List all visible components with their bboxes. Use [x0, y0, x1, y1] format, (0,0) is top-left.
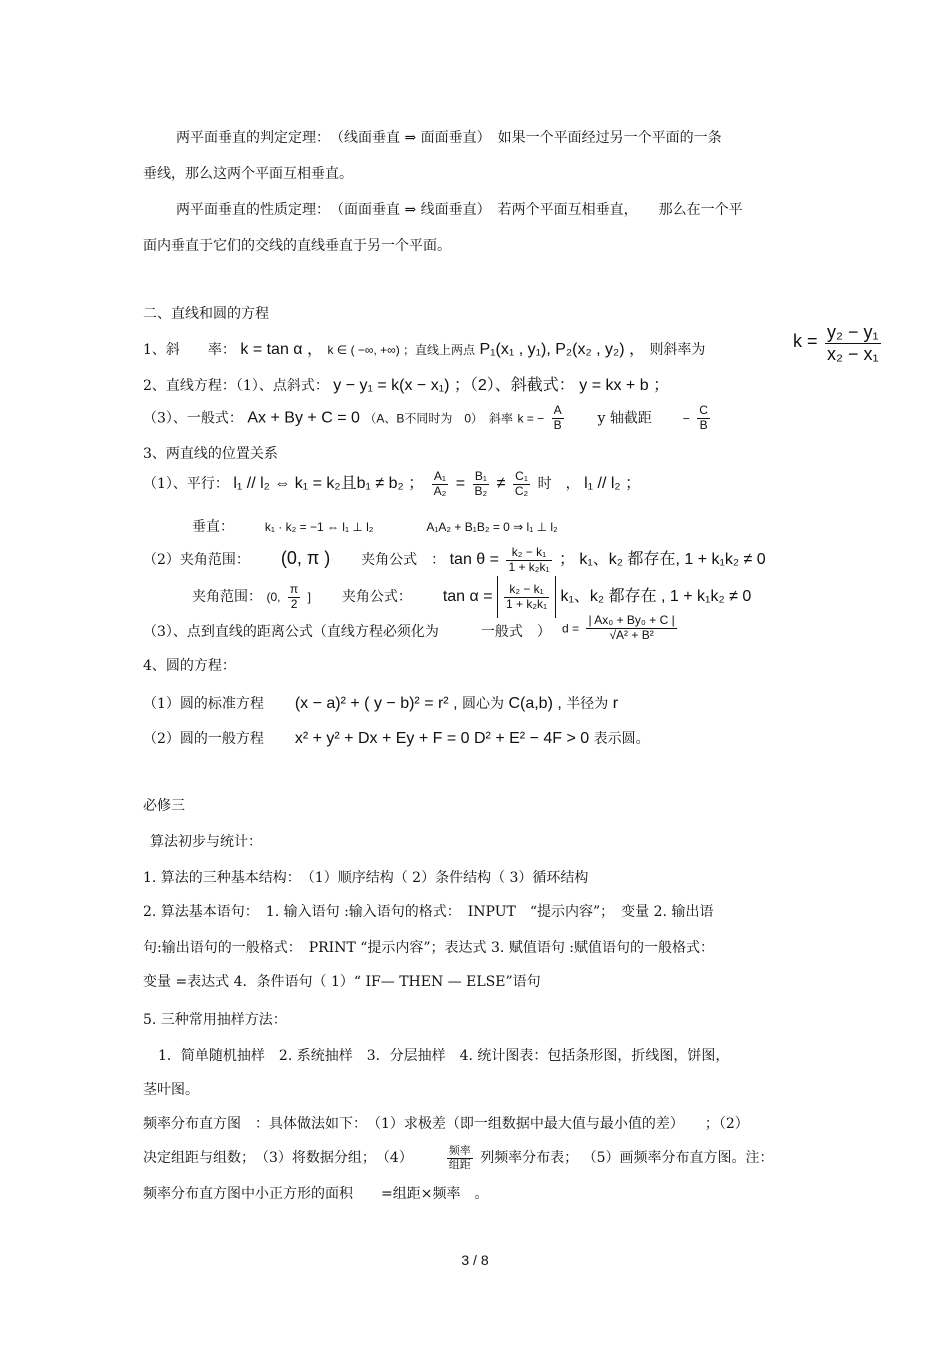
angle-num-2: k₂ − k₁	[504, 583, 549, 598]
par-f2-den: B₂	[474, 483, 488, 498]
parallel-fraction-c	[513, 470, 530, 499]
distance-fraction	[586, 614, 676, 643]
parallel-fraction-a	[432, 470, 449, 499]
angle-den-1: 1 + k₂k₁	[508, 559, 550, 574]
angle-formula-label-1: 夹角公式 ：	[361, 552, 446, 568]
angle-range-1: (0, π )	[280, 548, 331, 568]
distance-label: （3）、点到直线的距离公式（直线方程必须化为 一般式 ）	[143, 624, 551, 640]
perpendicular-cond-slope: k₁ · k₂ = −1 ⇔ l₁ ⊥ l₂	[264, 520, 374, 534]
y-intercept-label: y 轴截距	[597, 410, 652, 427]
slope-numerator: y₂ − y₁	[826, 322, 879, 342]
angle-formula-label-2: 夹角公式：	[341, 589, 412, 605]
distance-den: √A² + B²	[609, 627, 654, 642]
distance-d: d =	[562, 621, 580, 636]
general-slope-num: A	[553, 403, 562, 417]
angle-range-label-1: （2）夹角范围：	[143, 552, 250, 568]
theorem-perpendicular-planes-property-cont: 面内垂直于它们的交线的直线垂直于另一个平面。	[143, 238, 451, 254]
par-f1-num: A₁	[432, 470, 449, 485]
angle-range-2-close: ]	[307, 590, 311, 604]
algorithm-title: 算法初步与统计：	[150, 834, 262, 850]
general-equation: Ax + By + C = 0	[247, 409, 360, 427]
angle-abs-2	[497, 576, 556, 618]
freq-steps-part1: 决定组距与组数； （3）将数据分组； （4）	[143, 1150, 413, 1166]
general-form-row	[143, 404, 713, 433]
perpendicular-cond-coef: A₁A₂ + B₁B₂ = 0 ⇒ l₁ ⊥ l₂	[426, 520, 558, 534]
y-intercept-neg: −	[682, 411, 690, 426]
parallel-equals: =	[455, 475, 466, 492]
frequency-histogram-steps-2	[143, 1140, 774, 1176]
circle-center-label: 圆心为	[461, 696, 504, 712]
par-f3-num: C₁	[513, 470, 530, 485]
parallel-result: l₁ // l₂ ；	[584, 475, 642, 492]
algorithm-statements-3: 变量 =表达式 4．条件语句（ 1）“ IF— THEN — ELSE”语句	[143, 974, 541, 990]
angle-fraction-1	[506, 546, 551, 575]
angle-row-1	[143, 538, 766, 580]
section-title-line-circle: 二、直线和圆的方程	[143, 306, 269, 322]
circle-radius: r	[612, 695, 619, 712]
slope-fraction-block	[793, 322, 884, 364]
angle-tan-2: tan α =	[442, 588, 493, 605]
circle-general-eq: x² + y² + Dx + Ey + F = 0 D² + E² − 4F > 0	[294, 730, 590, 747]
slope-denominator: x₂ − x₁	[826, 343, 879, 364]
par-f1-den: A₂	[433, 483, 447, 498]
circle-standard-row	[143, 692, 618, 716]
theorem-perpendicular-planes-criterion-cont: 垂线，那么这两个平面互相垂直。	[143, 166, 353, 182]
angle-range-2-fraction	[288, 583, 300, 612]
sampling-end: 茎叶图。	[143, 1082, 199, 1098]
general-label: （3）、一般式：	[143, 410, 243, 427]
slope-k: k =	[793, 331, 818, 352]
circle-radius-label: 半径为	[566, 696, 609, 712]
general-slope: k = −	[517, 411, 545, 426]
relation-title: 3、两直线的位置关系	[143, 446, 278, 462]
slope-intercept-form: y = kx + b ；	[579, 377, 670, 394]
distance-num: | Ax₀ + By₀ + C |	[588, 613, 675, 627]
parallel-fraction-b	[473, 470, 490, 499]
circle-general-end: 表示圆。	[593, 731, 650, 747]
angle-nonzero-2: 1 + k₁k₂ ≠ 0	[669, 588, 752, 605]
slope-range: k ∈ ( −∞, +∞) ；直线上两点	[327, 343, 476, 357]
theorem-perpendicular-planes-property: 两平面垂直的性质定理： （面面垂直 ⇒ 线面垂直） 若两个平面互相垂直， 那么在一个平	[176, 202, 743, 218]
general-condition: （A、B不同时为 0） 斜率	[364, 411, 514, 426]
freq-steps-mid: 列频率分布表；	[480, 1150, 579, 1166]
par-f3-den: C₂	[514, 483, 529, 498]
circle-general-label: （2）圆的一般方程	[143, 731, 264, 747]
angle-condition-1: ； k₁、k₂ 都存在,	[558, 551, 680, 568]
angle-fraction-2	[504, 583, 549, 612]
par-f2-num: B₁	[473, 470, 490, 485]
angle-range-2-den: 2	[290, 596, 298, 611]
circle-standard-label: （1）圆的标准方程	[143, 696, 264, 712]
angle-range-2-num: π	[289, 581, 299, 596]
parallel-condition: l₁ // l₂ ⇔ k₁ = k₂且b₁ ≠ b₂ ；	[233, 475, 425, 492]
angle-tan-1: tan θ =	[449, 551, 499, 568]
book3-title: 必修三	[143, 798, 185, 814]
slope-row	[143, 340, 705, 360]
circle-title: 4、圆的方程：	[143, 658, 236, 674]
parallel-when: 时 ，	[537, 476, 580, 492]
page-number: 3 / 8	[461, 1252, 489, 1268]
algorithm-statements-1: 2. 算法基本语句： 1. 输入语句 :输入语句的格式： INPUT “提示内容”； 变量 2. 输出语	[143, 904, 714, 920]
angle-range-label-2: 夹角范围：	[192, 589, 262, 605]
line-equation-row	[143, 376, 669, 396]
angle-condition-2: k₁、k₂ 都存在 ,	[560, 588, 666, 605]
angle-range-2-open: (0,	[266, 590, 281, 604]
slope-label: 1、斜 率：	[143, 342, 236, 358]
point-slope-form: y − y₁ = k(x − x₁) ；（2）、斜截式：	[333, 377, 575, 394]
freq-fraction	[447, 1145, 473, 1171]
algorithm-structures: 1. 算法的三种基本结构： （1）顺序结构（ 2）条件结构（ 3）循环结构	[143, 870, 589, 886]
parallel-not-equal: ≠	[496, 475, 506, 492]
slope-formula: k = tan α ，	[240, 341, 323, 358]
y-intercept-num: C	[699, 403, 708, 417]
freq-fraction-den: 组距	[448, 1157, 471, 1171]
y-intercept-den: B	[699, 417, 708, 432]
sampling-title: 5. 三种常用抽样方法：	[143, 1012, 287, 1028]
frequency-histogram-note: 频率分布直方图中小正方形的面积 =组距×频率 。	[143, 1186, 489, 1202]
perpendicular-row	[192, 517, 558, 537]
distance-formula	[562, 614, 680, 643]
theorem-perpendicular-planes-criterion: 两平面垂直的判定定理： （线面垂直 ⇒ 面面垂直） 如果一个平面经过另一个平面的一条	[176, 130, 722, 146]
slope-fraction	[825, 322, 881, 364]
parallel-label: （1）、平行：	[143, 476, 229, 492]
angle-num-1: k₂ − k₁	[506, 546, 551, 561]
frequency-histogram-steps-1: 频率分布直方图 ：具体做法如下： （1）求极差（即一组数据中最大值与最小值的差） ；（2）	[143, 1116, 749, 1132]
angle-nonzero-1: 1 + k₁k₂ ≠ 0	[684, 551, 766, 568]
general-slope-fraction	[552, 404, 564, 433]
slope-points: P₁(x₁ , y₁), P₂(x₂ , y₂) ，	[479, 341, 645, 358]
perpendicular-label: 垂直：	[192, 519, 234, 535]
general-slope-den: B	[553, 417, 562, 432]
slope-then: 则斜率为	[649, 342, 706, 358]
angle-den-2: 1 + k₂k₁	[506, 596, 548, 611]
circle-general-row	[143, 727, 650, 751]
circle-center: C(a,b) ,	[508, 695, 562, 712]
algorithm-statements-2: 句:输出语句的一般格式： PRINT “提示内容”；表达式 3. 赋值语句 :赋值语句的一般格式：	[143, 940, 714, 956]
angle-row-2	[192, 576, 751, 618]
circle-standard-eq: (x − a)² + ( y − b)² = r² ,	[294, 695, 458, 712]
line-eq-label: 2、直线方程：（1）、点斜式：	[143, 378, 329, 394]
freq-steps-part2: （5）画频率分布直方图。注：	[582, 1150, 774, 1166]
freq-fraction-num: 频率	[448, 1143, 471, 1157]
sampling-list: 1．简单随机抽样 2. 系统抽样 3．分层抽样 4. 统计图表：包括条形图，折线图，饼图，	[158, 1048, 730, 1064]
parallel-row	[143, 466, 641, 502]
y-intercept-fraction	[697, 404, 710, 433]
